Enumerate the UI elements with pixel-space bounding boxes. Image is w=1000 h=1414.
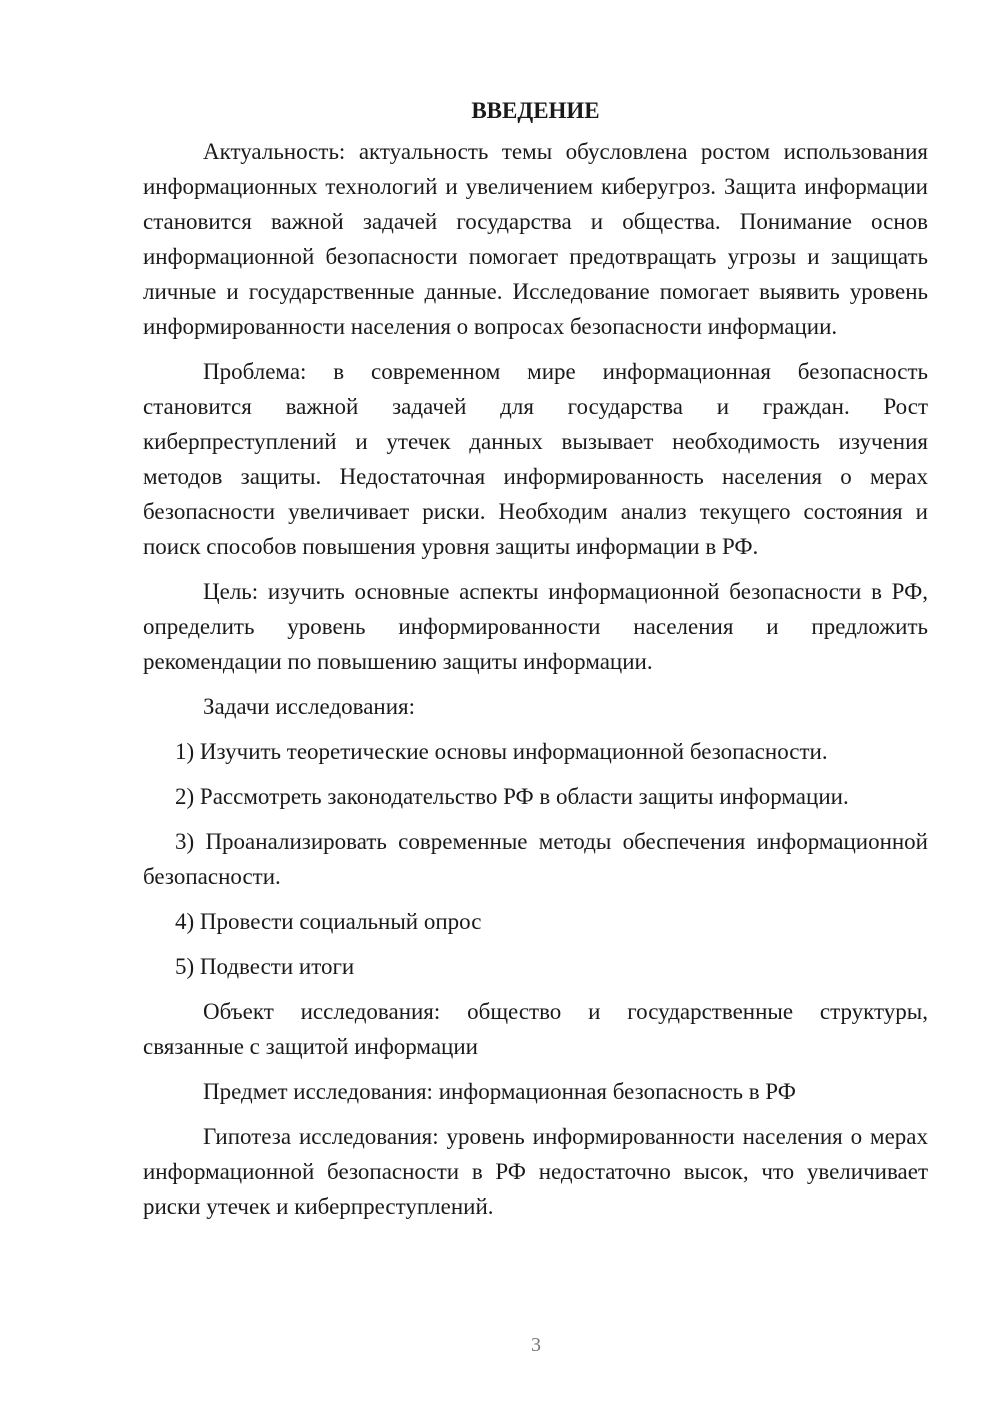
- page-number: 3: [531, 1334, 541, 1356]
- document-body: [143, 96, 928, 1234]
- goal-paragraph: Цель: изучить основные аспекты информационной безопасности в РФ, определить уровень информированности населения и предложить рекомендации по повышению защиты информации.: [143, 579, 928, 674]
- task-item-2: 2) Рассмотреть законодательство РФ в области защиты информации.: [175, 784, 849, 809]
- task-item-5: 5) Подвести итоги: [175, 954, 355, 979]
- task-item-4: 4) Провести социальный опрос: [175, 909, 482, 934]
- relevance-paragraph: Актуальность: актуальность темы обусловлена ростом использования информационных технологий и увеличением киберугроз. Защита информации становится важной задачей государства и общества. Понимание основ информационной безопасности помогает предотвращать угрозы и защищать личные и государственные данные. Исследование помогает выявить уровень информированности населения о вопросах безопасности информации.: [143, 139, 928, 339]
- hypothesis-paragraph: Гипотеза исследования: уровень информированности населения о мерах информационной безопасности в РФ недостаточно высок, что увеличивает риски утечек и киберпреступлений.: [143, 1124, 928, 1219]
- subject-paragraph: Предмет исследования: информационная безопасность в РФ: [203, 1079, 796, 1104]
- tasks-heading: Задачи исследования:: [203, 694, 416, 719]
- object-paragraph: Объект исследования: общество и государственные структуры, связанные с защитой информации: [143, 999, 928, 1059]
- task-item-3: 3) Проанализировать современные методы обеспечения информационной безопасности.: [143, 829, 928, 889]
- section-title: ВВЕДЕНИЕ: [471, 98, 600, 123]
- task-item-1: 1) Изучить теоретические основы информационной безопасности.: [175, 739, 828, 764]
- problem-paragraph: Проблема: в современном мире информационная безопасность становится важной задачей для государства и граждан. Рост киберпреступлений и утечек данных вызывает необходимость изучения методов защиты. Недостаточная информированность населения о мерах безопасности увеличивает риски. Необходим анализ текущего состояния и поиск способов повышения уровня защиты информации в РФ.: [143, 359, 928, 559]
